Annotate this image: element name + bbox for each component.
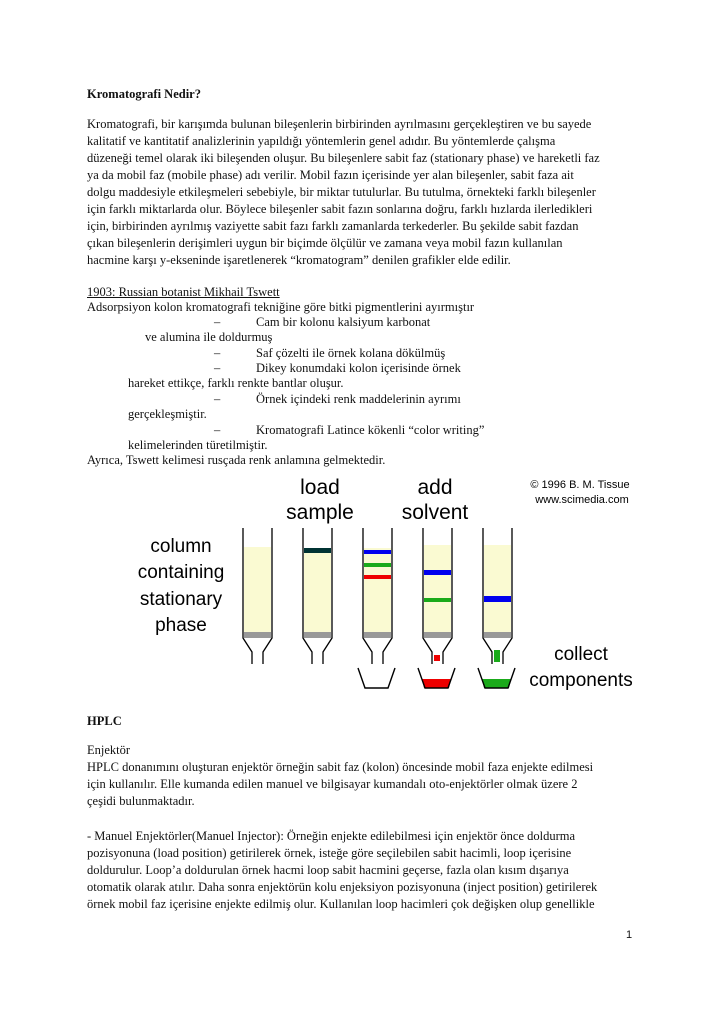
bullet-text: Dikey konumdaki kolon içerisinde örnek	[256, 361, 461, 375]
tswett-line: Adsorpsiyon kolon kromatografi tekniğine göre bitki pigmentlerini ayırmıştır	[87, 300, 475, 314]
band-blue	[364, 550, 391, 554]
intro-line: kalitatif ve kantitatif analizlerinin yapıldığı yöntemlerin genel adıdır. Bu yöntemlerde çalışma	[87, 134, 556, 148]
column-4	[423, 528, 452, 664]
collection-cup-1	[358, 668, 395, 688]
band-green	[364, 563, 391, 567]
column-5	[483, 528, 512, 664]
bullet-text: kelimelerinden türetilmiştir.	[128, 438, 268, 452]
bullet-text: gerçekleşmiştir.	[128, 407, 207, 421]
manuel-line: - Manuel Enjektörler(Manuel Injector): Örneğin enjekte edilebilmesi için enjektör önce doldurma	[87, 829, 576, 843]
band-blue	[484, 596, 511, 602]
manuel-line: doldurulur. Loop’a doldurulan örnek hacmi loop sabit hacmini geçerse, fazla olan kısım dışarıya	[87, 863, 569, 877]
bullet-dash: –	[214, 315, 221, 329]
column-2	[303, 528, 332, 664]
intro-line: Kromatografi, bir karışımda bulunan bileşenlerin birbirinden ayrılmasını gerçekleştiren ve bu sayede	[87, 117, 592, 131]
label-phase: phase	[155, 615, 207, 636]
bullet-text: Cam bir kolonu kalsiyum karbonat	[256, 315, 431, 329]
bullet-text: hareket ettikçe, farklı renkte bantlar oluşur.	[128, 376, 344, 390]
sample-band-dark	[304, 548, 331, 553]
manuel-line: örnek mobil faz içerisine enjekte edilmiş olur. Kullanılan loop hacimleri çok değişken olup genellikle	[87, 897, 595, 911]
page-number: 1	[626, 929, 633, 941]
bullet-dash: –	[214, 392, 221, 406]
copyright-url: www.scimedia.com	[535, 494, 629, 506]
label-collect: collect	[554, 644, 608, 665]
heading-kromatografi: Kromatografi Nedir?	[87, 87, 201, 101]
bullet-dash: –	[214, 361, 221, 375]
manuel-line: otomatik olarak atılır. Daha sonra enjektörün kolu enjeksiyon pozisyonuna (inject position) getirilerek	[87, 880, 598, 894]
label-add: add	[417, 476, 453, 499]
tswett-last-line: Ayrıca, Tswett kelimesi rusçada renk anlamına gelmektedir.	[87, 453, 386, 467]
intro-line: çıkan bileşenlerin derişimleri uygun bir biçimde ölçülür ve zamana veya mobil fazın kullanılan	[87, 236, 563, 250]
enjektor-title: Enjektör	[87, 743, 131, 757]
intro-line: için, birbirinden ayrılmış vaziyette sabit fazı farklı zamanlarda terkederler. Bu şekilde sabit fazdan	[87, 219, 579, 233]
intro-line: dolgu maddesiyle etkileşmeleri sebebiyle, bir miktar tutulurlar. Bu tutulma, örnekteki farklı bileşenler	[87, 185, 596, 199]
label-column: column	[150, 536, 212, 557]
label-sample: sample	[286, 501, 354, 524]
enjektor-line: için kullanılır. Elle kumanda edilen manuel ve bilgisayar kumandalı oto-enjektörler olmak üzere 2	[87, 777, 578, 791]
copyright-text: © 1996 B. M. Tissue	[530, 479, 630, 491]
drop-red	[434, 655, 440, 661]
label-components: components	[529, 670, 633, 691]
drop-green	[494, 650, 500, 662]
enjektor-line: çeşidi bulunmaktadır.	[87, 794, 195, 808]
collection-cup-3	[478, 668, 515, 688]
intro-line: düzeneği temel olarak iki bileşenden oluşur. Bu bileşenlere sabit faz (stationary phase) ve hareketli faz	[87, 151, 600, 165]
heading-hplc: HPLC	[87, 714, 122, 728]
band-green	[424, 598, 451, 602]
column-1	[243, 528, 272, 664]
intro-line: hacmine karşı y-ekseninde işaretlenerek “kromatogram” denilen grafikler elde edilir.	[87, 253, 511, 267]
manuel-line: pozisyonuna (load position) getirilerek örnek, isteğe göre seçilebilen sabit hacimli, loop içerisine	[87, 846, 572, 860]
label-stationary: stationary	[139, 589, 223, 610]
bullet-dash: –	[214, 346, 221, 360]
bullet-text: Saf çözelti ile örnek kolana dökülmüş	[256, 346, 446, 360]
bullet-text: ve alumina ile doldurmuş	[145, 330, 273, 344]
label-containing: containing	[137, 562, 225, 583]
bullet-text: Örnek içindeki renk maddelerinin ayrımı	[256, 392, 461, 406]
intro-line: ya da mobil faz (mobile phase) adı verilir. Mobil fazın içerisinde yer alan bileşenler, sabit faza ait	[87, 168, 574, 182]
label-solvent: solvent	[401, 501, 469, 524]
band-blue	[424, 570, 451, 575]
collection-cup-2	[418, 668, 455, 688]
bullet-text: Kromatografi Latince kökenli “color writing”	[256, 423, 485, 437]
label-load: load	[300, 476, 340, 499]
column-3	[363, 528, 392, 664]
enjektor-line: HPLC donanımını oluşturan enjektör örneğin sabit faz (kolon) öncesinde mobil faza enjekte edilmesi	[87, 760, 594, 774]
band-red	[364, 575, 391, 579]
intro-line: için farklı miktarlarda olur. Böylece bileşenler sabit fazın sonlarına doğru, farklı hızlarda ilerledikleri	[87, 202, 593, 216]
bullet-dash: –	[214, 423, 221, 437]
tswett-title: 1903: Russian botanist Mikhail Tswett	[87, 285, 280, 299]
